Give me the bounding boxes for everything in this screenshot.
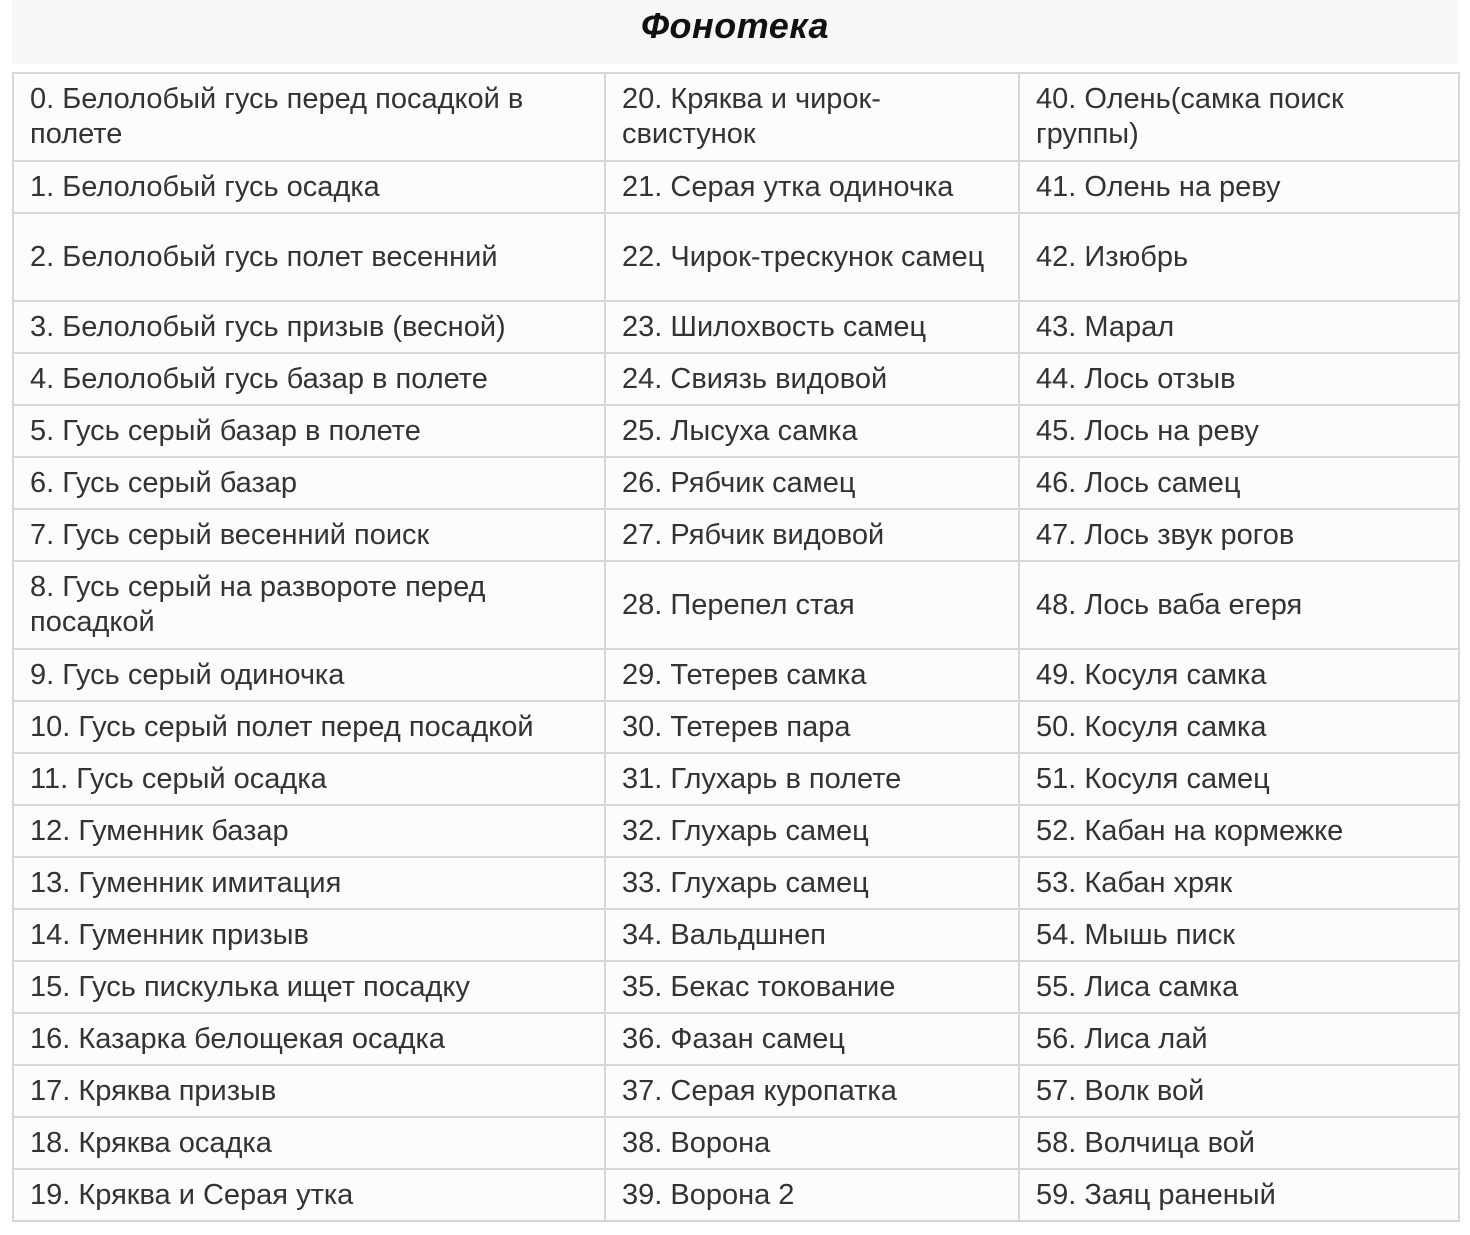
- table-cell: 40. Олень(самка поиск группы): [1019, 73, 1459, 161]
- table-row: [13, 857, 1459, 909]
- table-cell: 2. Белолобый гусь полет весенний: [13, 213, 605, 301]
- table-row: [13, 457, 1459, 509]
- table-cell: 59. Заяц раненый: [1019, 1169, 1459, 1221]
- table-cell: 48. Лось ваба егеря: [1019, 561, 1459, 649]
- table-cell: 5. Гусь серый базар в полете: [13, 405, 605, 457]
- table-cell: 7. Гусь серый весенний поиск: [13, 509, 605, 561]
- table-row: [13, 73, 1459, 161]
- table-row: [13, 701, 1459, 753]
- table-cell: 33. Глухарь самец: [605, 857, 1019, 909]
- table-cell: 17. Кряква призыв: [13, 1065, 605, 1117]
- table-row: [13, 649, 1459, 701]
- table-cell: 3. Белолобый гусь призыв (весной): [13, 301, 605, 353]
- table-cell: 23. Шилохвость самец: [605, 301, 1019, 353]
- table-row: [13, 1169, 1459, 1221]
- table-cell: 51. Косуля самец: [1019, 753, 1459, 805]
- table-cell: 32. Глухарь самец: [605, 805, 1019, 857]
- table-row: [13, 213, 1459, 301]
- table-row: [13, 1013, 1459, 1065]
- table-cell: 55. Лиса самка: [1019, 961, 1459, 1013]
- table-row: [13, 805, 1459, 857]
- table-cell: 4. Белолобый гусь базар в полете: [13, 353, 605, 405]
- table-cell: 44. Лось отзыв: [1019, 353, 1459, 405]
- table-cell: 29. Тетерев самка: [605, 649, 1019, 701]
- table-cell: 58. Волчица вой: [1019, 1117, 1459, 1169]
- table-row: [13, 1065, 1459, 1117]
- table-cell: 47. Лось звук рогов: [1019, 509, 1459, 561]
- table-cell: 19. Кряква и Серая утка: [13, 1169, 605, 1221]
- table-cell: 37. Серая куропатка: [605, 1065, 1019, 1117]
- table-cell: 45. Лось на реву: [1019, 405, 1459, 457]
- table-cell: 18. Кряква осадка: [13, 1117, 605, 1169]
- table-cell: 46. Лось самец: [1019, 457, 1459, 509]
- table-cell: 10. Гусь серый полет перед посадкой: [13, 701, 605, 753]
- table-row: [13, 1117, 1459, 1169]
- table-cell: 31. Глухарь в полете: [605, 753, 1019, 805]
- table-cell: 54. Мышь писк: [1019, 909, 1459, 961]
- table-row: [13, 353, 1459, 405]
- table-cell: 27. Рябчик видовой: [605, 509, 1019, 561]
- table-cell: 35. Бекас токование: [605, 961, 1019, 1013]
- table-cell: 0. Белолобый гусь перед посадкой в полете: [13, 73, 605, 161]
- table-cell: 57. Волк вой: [1019, 1065, 1459, 1117]
- table-cell: 34. Вальдшнеп: [605, 909, 1019, 961]
- table-cell: 21. Серая утка одиночка: [605, 161, 1019, 213]
- table-row: [13, 909, 1459, 961]
- table-cell: 52. Кабан на кормежке: [1019, 805, 1459, 857]
- table-cell: 49. Косуля самка: [1019, 649, 1459, 701]
- table-row: [13, 161, 1459, 213]
- table-cell: 16. Казарка белощекая осадка: [13, 1013, 605, 1065]
- table-cell: 30. Тетерев пара: [605, 701, 1019, 753]
- table-cell: 6. Гусь серый базар: [13, 457, 605, 509]
- table-row: [13, 561, 1459, 649]
- table-cell: 39. Ворона 2: [605, 1169, 1019, 1221]
- table-cell: 50. Косуля самка: [1019, 701, 1459, 753]
- table-cell: 9. Гусь серый одиночка: [13, 649, 605, 701]
- table-cell: 25. Лысуха самка: [605, 405, 1019, 457]
- table-cell: 41. Олень на реву: [1019, 161, 1459, 213]
- table-cell: 28. Перепел стая: [605, 561, 1019, 649]
- table-row: [13, 509, 1459, 561]
- table-cell: 13. Гуменник имитация: [13, 857, 605, 909]
- table-cell: 15. Гусь пискулька ищет посадку: [13, 961, 605, 1013]
- table-cell: 43. Марал: [1019, 301, 1459, 353]
- table-cell: 36. Фазан самец: [605, 1013, 1019, 1065]
- sound-library-table: [12, 72, 1460, 1222]
- table-cell: 53. Кабан хряк: [1019, 857, 1459, 909]
- table-cell: 26. Рябчик самец: [605, 457, 1019, 509]
- table-cell: 22. Чирок-трескунок самец: [605, 213, 1019, 301]
- table-row: [13, 405, 1459, 457]
- table-cell: 11. Гусь серый осадка: [13, 753, 605, 805]
- table-cell: 8. Гусь серый на развороте перед посадкой: [13, 561, 605, 649]
- title-band: [12, 0, 1458, 64]
- page-title: Фонотека: [640, 5, 830, 46]
- table-cell: 42. Изюбрь: [1019, 213, 1459, 301]
- table-cell: 20. Кряква и чирок-свистунок: [605, 73, 1019, 161]
- table-cell: 24. Свиязь видовой: [605, 353, 1019, 405]
- table-cell: 12. Гуменник базар: [13, 805, 605, 857]
- table-cell: 14. Гуменник призыв: [13, 909, 605, 961]
- table-row: [13, 753, 1459, 805]
- table-row: [13, 961, 1459, 1013]
- table-cell: 1. Белолобый гусь осадка: [13, 161, 605, 213]
- table-cell: 38. Ворона: [605, 1117, 1019, 1169]
- table-cell: 56. Лиса лай: [1019, 1013, 1459, 1065]
- table-row: [13, 301, 1459, 353]
